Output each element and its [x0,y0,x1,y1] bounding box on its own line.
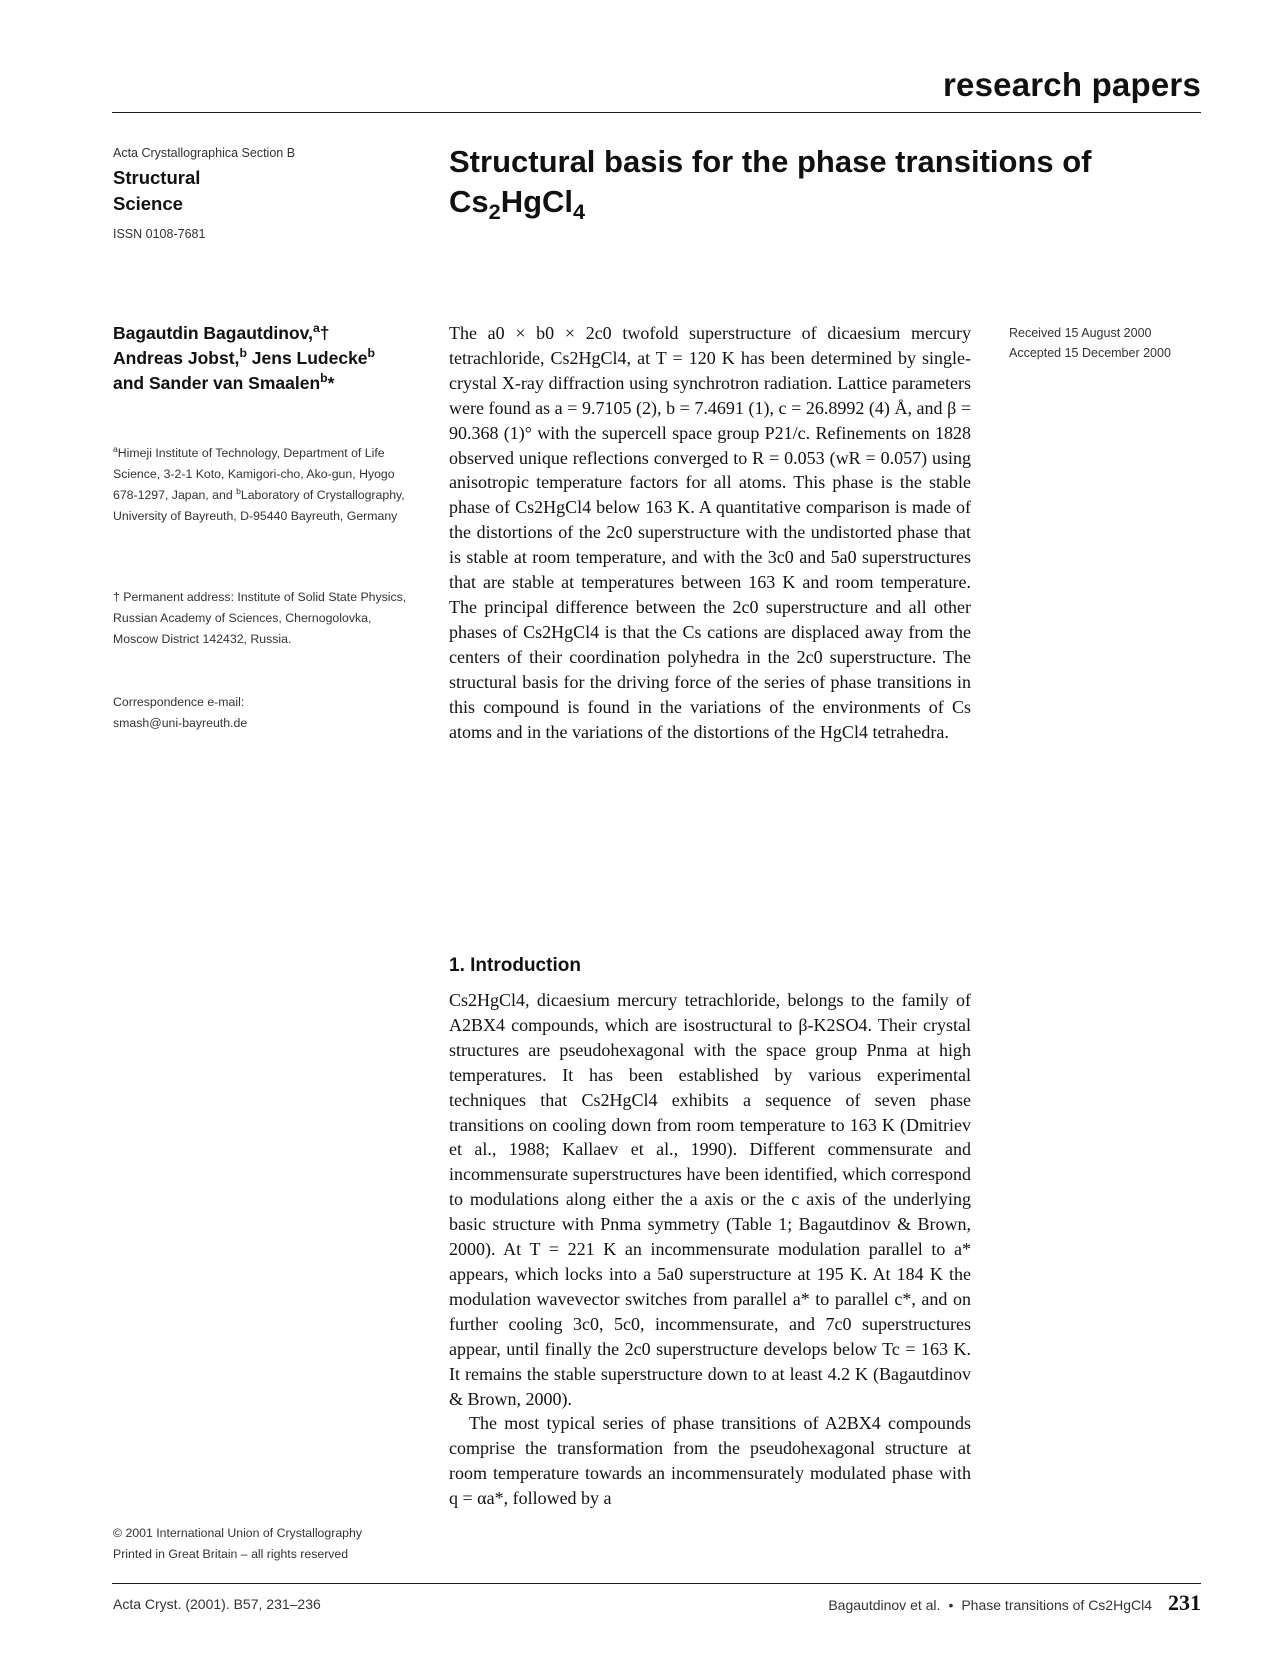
journal-section-line2: Science [113,193,183,214]
introduction-heading: 1. Introduction [449,955,581,976]
author-4 [113,371,413,396]
copyright-line2: Printed in Great Britain – all rights reserved [113,1547,349,1561]
correspondence-label: Correspondence e-mail: [113,695,245,709]
correspondence [113,692,413,734]
author-4-name: and Sander van Smaalen [113,373,321,393]
affiliation-b: Laboratory of Crystallography, University of Bayreuth, D-95440 Bayreuth, Germany [113,488,405,523]
received-date: Received 15 August 2000 [1009,326,1152,340]
address-footnote: † Permanent address: Institute of Solid State Physics, Russian Academy of Sciences, Chernogolovka, Moscow District 142432, Russia. [113,590,407,646]
author-3-name: Jens Ludecke [246,348,368,368]
affiliation-a: Himeji Institute of Technology, Department of Life Science, 3-2-1 Koto, Kamigori-cho, Ako-gun, Hyogo 678-1297, Japan, and [113,446,395,502]
title-text: Structural basis for the phase transitions of [449,144,1092,179]
affiliation-b-sup: b [236,485,241,496]
paper-title [449,142,1149,225]
introduction-paragraph-1: Cs2HgCl4, dicaesium mercury tetrachloride, belongs to the family of A2BX4 compounds, which are isostructural to β-K2SO4. Their crystal structures are pseudohexagonal with the space group Pnma at high temperatures. It has been established by various experimental techniques that Cs2HgCl4 exhibits a sequence of seven phase transitions on cooling down from room temperature to 163 K (Dmitriev et al., 1988; Kallaev et al., 1990). Different commensurate and incommensurate superstructures have been identified, which correspond to modulations along either the a axis or the c axis of the underlying basic structure with Pnma symmetry (Table 1; Bagautdinov & Brown, 2000). At T = 221 K an incommensurate modulation parallel to a* appears, which locks into a 5a0 superstructure at 195 K. At 184 K the modulation wavevector switches from parallel a* to parallel c*, and on further cooling 3c0, 5c0, incommensurate, and 7c0 superstructures appear, until finally the 2c0 superstructure develops below Tc = 163 K. It remains the stable superstructure down to at least 4.2 K (Bagautdinov & Brown, 2000). [449,990,971,1409]
affiliations [113,443,413,527]
header-rule [112,112,1201,113]
page-number: 231 [1168,1590,1201,1615]
introduction-body [449,988,971,1511]
author-3-sup: b [367,346,376,361]
issn: ISSN 0108-7681 [113,227,206,241]
title-formula [449,182,1149,225]
title-formula-cs: Cs [449,184,489,219]
abstract: The a0 × b0 × 2c0 twofold superstructure of dicaesium mercury tetrachloride, Cs2HgCl4, at T = 120 K has been determined by single-crystal X-ray diffraction using synchrotron radiation. Lattice parameters were found as a = 9.7105 (2), b = 7.4691 (1), c = 26.8992 (4) Å, and β = 90.368 (1)° with the supercell space group P21/c. Refinements on 1828 observed unique reflections converged to R = 0.053 (wR = 0.057) using anisotropic temperature factors for all atoms. This phase is the stable phase of Cs2HgCl4 below 163 K. A quantitative comparison is made of the distortions of the 2c0 superstructure with the undistorted phase that is stable at room temperature, and with the 3c0 and 5a0 superstructures that are stable at temperatures between 163 K and room temperature. The principal difference between the 2c0 superstructure and all other phases of Cs2HgCl4 is that the Cs cations are displaced away from the centers of their coordination polyhedra in the 2c0 superstructure. The structural basis for the driving force of the series of phase transitions in this compound is found in the variations of the environments of Cs atoms and in the variations of the distortions of the HgCl4 tetrahedra. [449,323,971,742]
journal-section [113,165,413,217]
journal-name: Acta Crystallographica Section B [113,146,296,160]
dates-block [1009,323,1171,363]
bullet-icon: • [948,1597,954,1613]
accepted-date: Accepted 15 December 2000 [1009,346,1171,360]
footer-running-title: Bagautdinov et al. [828,1597,941,1613]
journal-section-line1: Structural [113,167,201,188]
footer-citation: Acta Cryst. (2001). B57, 231–236 [113,1596,321,1612]
author-1-sup: a [312,321,320,336]
affiliation-a-sup: a [113,443,118,454]
author-2-3 [113,346,413,371]
footer-running-head [828,1590,1201,1616]
author-2-sup: b [239,346,247,361]
author-2-name: Andreas Jobst, [113,348,240,368]
title-formula-hg: HgCl [500,184,574,219]
authors [113,321,413,396]
journal-block [113,146,413,241]
copyright [113,1523,413,1565]
introduction-paragraph-2: The most typical series of phase transitions of A2BX4 compounds comprise the transformation from the pseudohexagonal structure at room temperature towards an incommensurately modulated phase with q = αa*, followed by a [449,1413,971,1509]
author-1-name: Bagautdin Bagautdinov, [113,323,313,343]
author-4-sup: b [320,371,328,386]
title-formula-cs-sub: 2 [488,199,501,225]
footer-rule [112,1583,1201,1584]
correspondence-email[interactable]: smash@uni-bayreuth.de [113,716,248,730]
title-formula-hg-sub: 4 [573,199,586,225]
section-header: research papers [943,66,1201,103]
footer-running-topic: Phase transitions of Cs2HgCl4 [961,1597,1152,1613]
author-1-dagger: † [319,323,330,343]
copyright-line1: © 2001 International Union of Crystallography [113,1526,362,1540]
author-1 [113,321,413,346]
author-4-star: * [327,373,335,393]
